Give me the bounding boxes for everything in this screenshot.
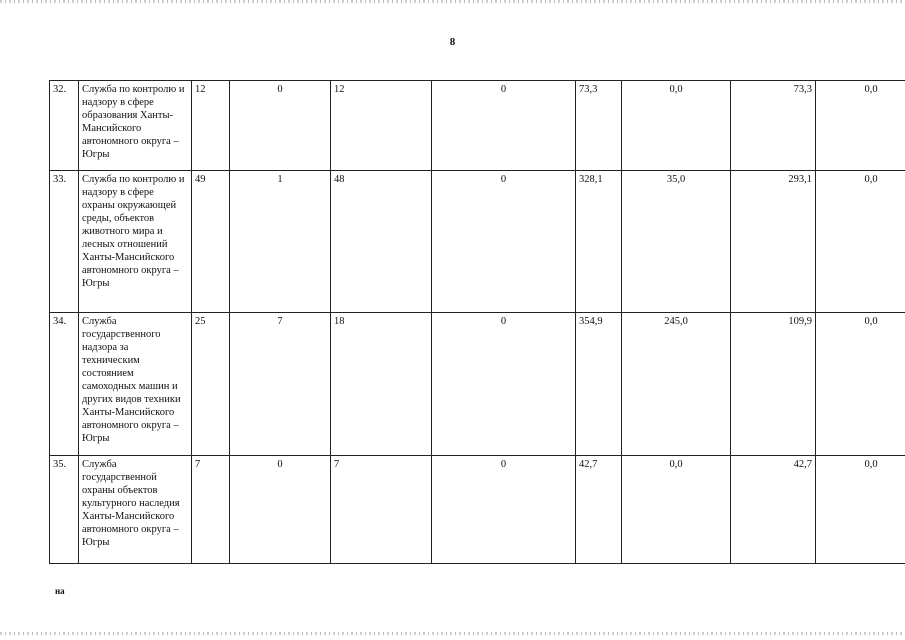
row-number: 32.	[50, 81, 79, 171]
value-total-count: 7	[192, 456, 230, 564]
footer-note: на	[55, 586, 65, 596]
value-amount-a: 0,0	[622, 456, 731, 564]
value-amount-b: 109,9	[731, 313, 816, 456]
value-count-b: 18	[331, 313, 432, 456]
table-row	[50, 81, 905, 171]
value-count-b: 48	[331, 171, 432, 313]
value-amount-a: 0,0	[622, 81, 731, 171]
value-count-c: 0	[432, 456, 576, 564]
value-count-c: 0	[432, 313, 576, 456]
table-row	[50, 171, 905, 313]
value-amount-c: 0,0	[816, 81, 905, 171]
table-body	[50, 81, 905, 564]
table-row	[50, 456, 905, 564]
value-total-count: 25	[192, 313, 230, 456]
value-total-count: 49	[192, 171, 230, 313]
value-amount-a: 245,0	[622, 313, 731, 456]
service-name: Служба по контролю и надзору в сфере образования Ханты-Мансийского автономного округа – Югры	[79, 81, 192, 171]
value-amount-b: 73,3	[731, 81, 816, 171]
value-count-c: 0	[432, 171, 576, 313]
service-name: Служба государственной охраны объектов культурного наследия Ханты-Мансийского автономного округа – Югры	[79, 456, 192, 564]
value-amount-a: 35,0	[622, 171, 731, 313]
value-amount-b: 42,7	[731, 456, 816, 564]
value-amount-c: 0,0	[816, 171, 905, 313]
service-name: Служба государственного надзора за техническим состоянием самоходных машин и других видов техники Ханты-Мансийского автономного округа – Югры	[79, 313, 192, 456]
value-total-amount: 73,3	[576, 81, 622, 171]
value-count-a: 1	[230, 171, 331, 313]
row-number: 34.	[50, 313, 79, 456]
value-total-amount: 354,9	[576, 313, 622, 456]
value-amount-c: 0,0	[816, 313, 905, 456]
page-number: 8	[449, 36, 456, 48]
value-count-a: 0	[230, 81, 331, 171]
scan-edge-bottom	[0, 632, 905, 635]
value-count-a: 7	[230, 313, 331, 456]
value-total-amount: 42,7	[576, 456, 622, 564]
row-number: 33.	[50, 171, 79, 313]
row-number: 35.	[50, 456, 79, 564]
value-amount-c: 0,0	[816, 456, 905, 564]
value-total-count: 12	[192, 81, 230, 171]
value-count-a: 0	[230, 456, 331, 564]
value-count-c: 0	[432, 81, 576, 171]
value-amount-b: 293,1	[731, 171, 816, 313]
scan-edge-top	[0, 0, 905, 3]
data-table	[49, 80, 905, 564]
table-row	[50, 313, 905, 456]
value-count-b: 12	[331, 81, 432, 171]
service-name: Служба по контролю и надзору в сфере охраны окружающей среды, объектов животного мира и лесных отношений Ханты-Мансийского автономного округа – Югры	[79, 171, 192, 313]
value-count-b: 7	[331, 456, 432, 564]
value-total-amount: 328,1	[576, 171, 622, 313]
